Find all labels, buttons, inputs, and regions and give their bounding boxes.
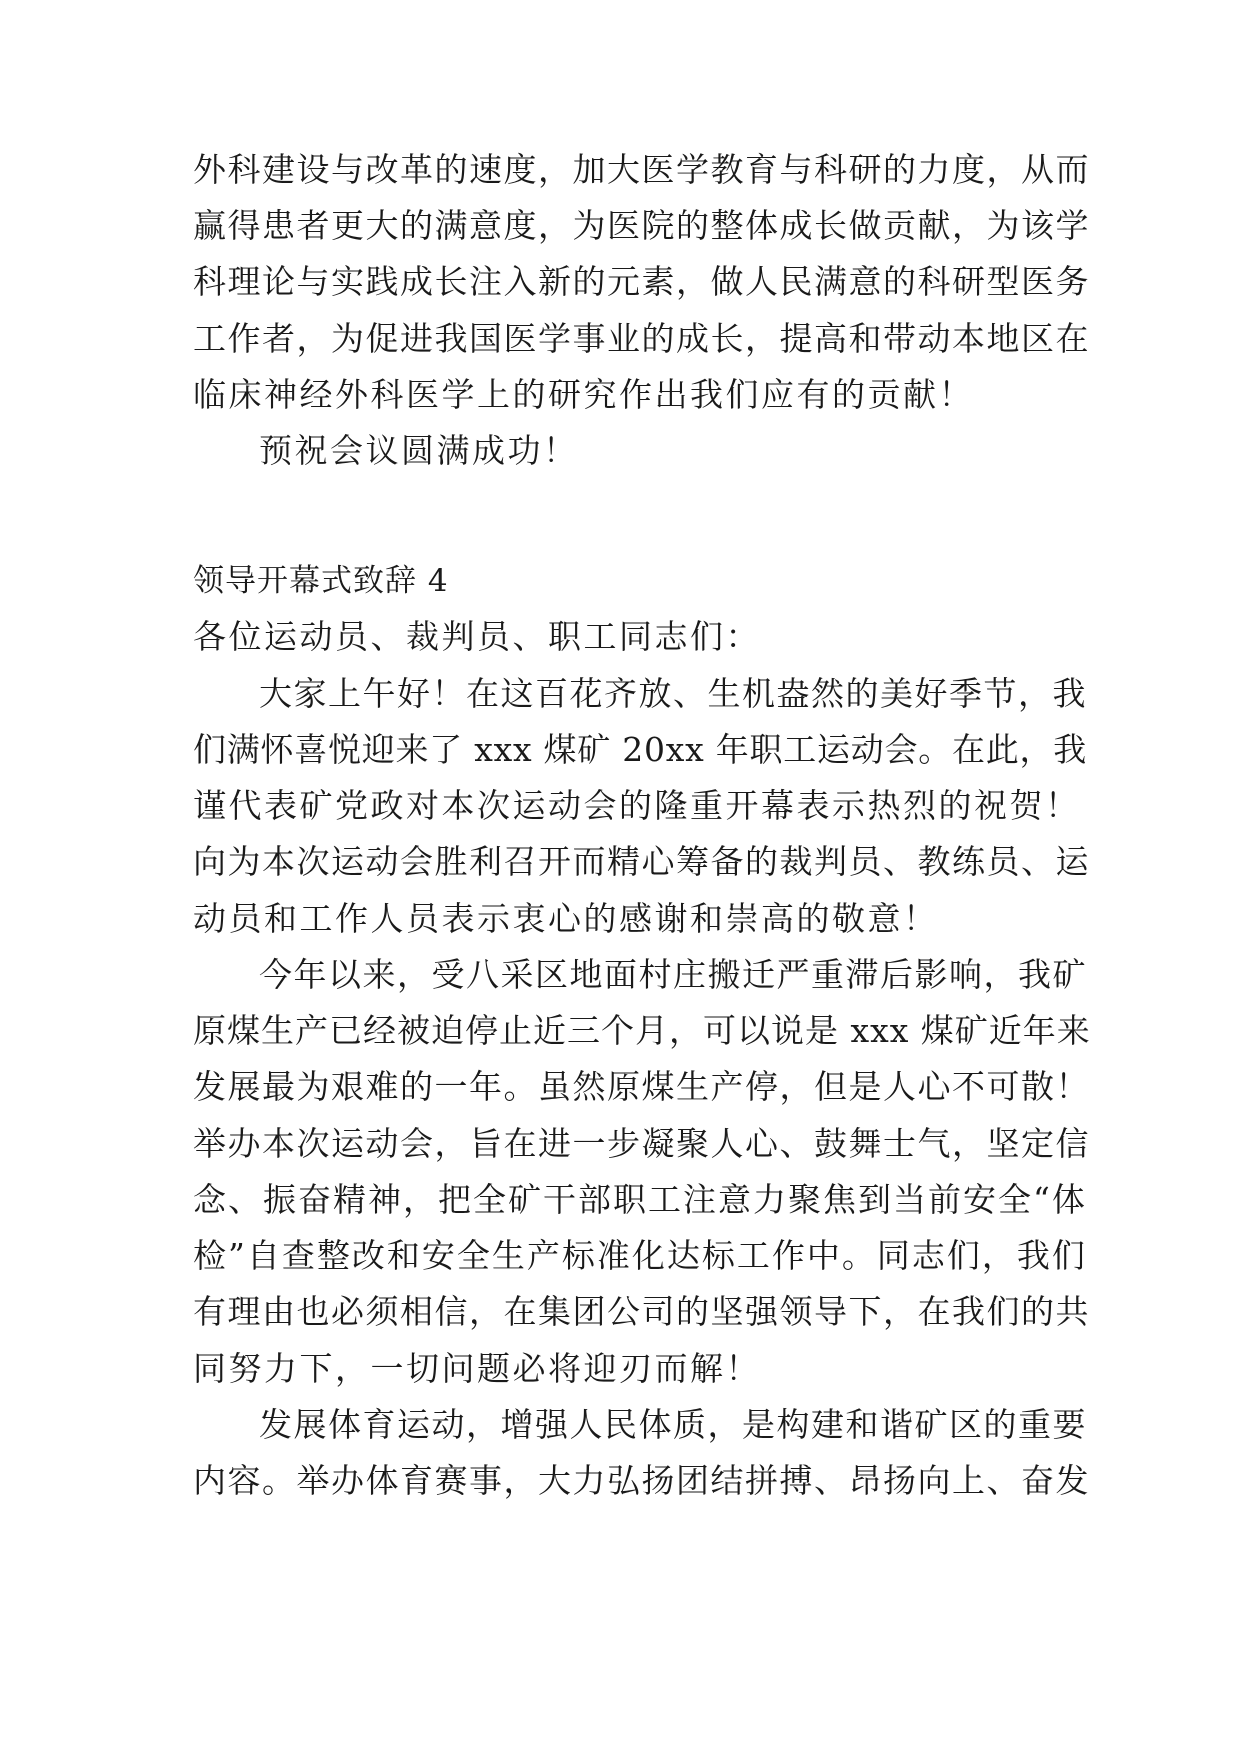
text-line: 大家上午好！在这百花齐放、生机盎然的美好季节，我 <box>259 674 1087 713</box>
text-line: 原煤生产已经被迫停止近三个月，可以说是 xxx 煤矿近年来 <box>193 1011 1091 1050</box>
salutation: 各位运动员、裁判员、职工同志们： <box>193 617 761 656</box>
text-line: 检”自查整改和安全生产标准化达标工作中。同志们，我们 <box>193 1236 1087 1275</box>
text-line: 临床神经外科医学上的研究作出我们应有的贡献！ <box>193 375 974 414</box>
text-line: 内容。举办体育赛事，大力弘扬团结拼搏、昂扬向上、奋发 <box>193 1461 1090 1500</box>
section-title: 领导开幕式致辞 4 <box>193 563 449 599</box>
text-line: 科理论与实践成长注入新的元素，做人民满意的科研型医务 <box>193 262 1090 301</box>
text-line: 赢得患者更大的满意度，为医院的整体成长做贡献，为该学 <box>193 206 1090 245</box>
text-line: 举办本次运动会，旨在进一步凝聚人心、鼓舞士气，坚定信 <box>193 1124 1090 1163</box>
text-line: 发展最为艰难的一年。虽然原煤生产停，但是人心不可散！ <box>193 1067 1090 1106</box>
text-line: 谨代表矿党政对本次运动会的隆重开幕表示热烈的祝贺！ <box>193 786 1081 825</box>
closing-line: 预祝会议圆满成功！ <box>259 431 579 470</box>
text-line: 同努力下，一切问题必将迎刃而解！ <box>193 1349 761 1388</box>
text-line: 工作者，为促进我国医学事业的成长，提高和带动本地区在 <box>193 319 1090 358</box>
text-line: 们满怀喜悦迎来了 xxx 煤矿 20xx 年职工运动会。在此，我 <box>193 730 1088 769</box>
text-line: 发展体育运动，增强人民体质，是构建和谐矿区的重要 <box>259 1405 1087 1444</box>
text-line: 今年以来，受八采区地面村庄搬迁严重滞后影响，我矿 <box>259 955 1087 994</box>
text-line: 向为本次运动会胜利召开而精心筹备的裁判员、教练员、运 <box>193 842 1090 881</box>
text-line: 动员和工作人员表示衷心的感谢和崇高的敬意！ <box>193 899 939 938</box>
text-line: 有理由也必须相信，在集团公司的坚强领导下，在我们的共 <box>193 1292 1090 1331</box>
text-line: 念、振奋精神，把全矿干部职工注意力聚焦到当前安全“体 <box>193 1180 1087 1219</box>
text-line: 外科建设与改革的速度，加大医学教育与科研的力度，从而 <box>193 150 1090 189</box>
